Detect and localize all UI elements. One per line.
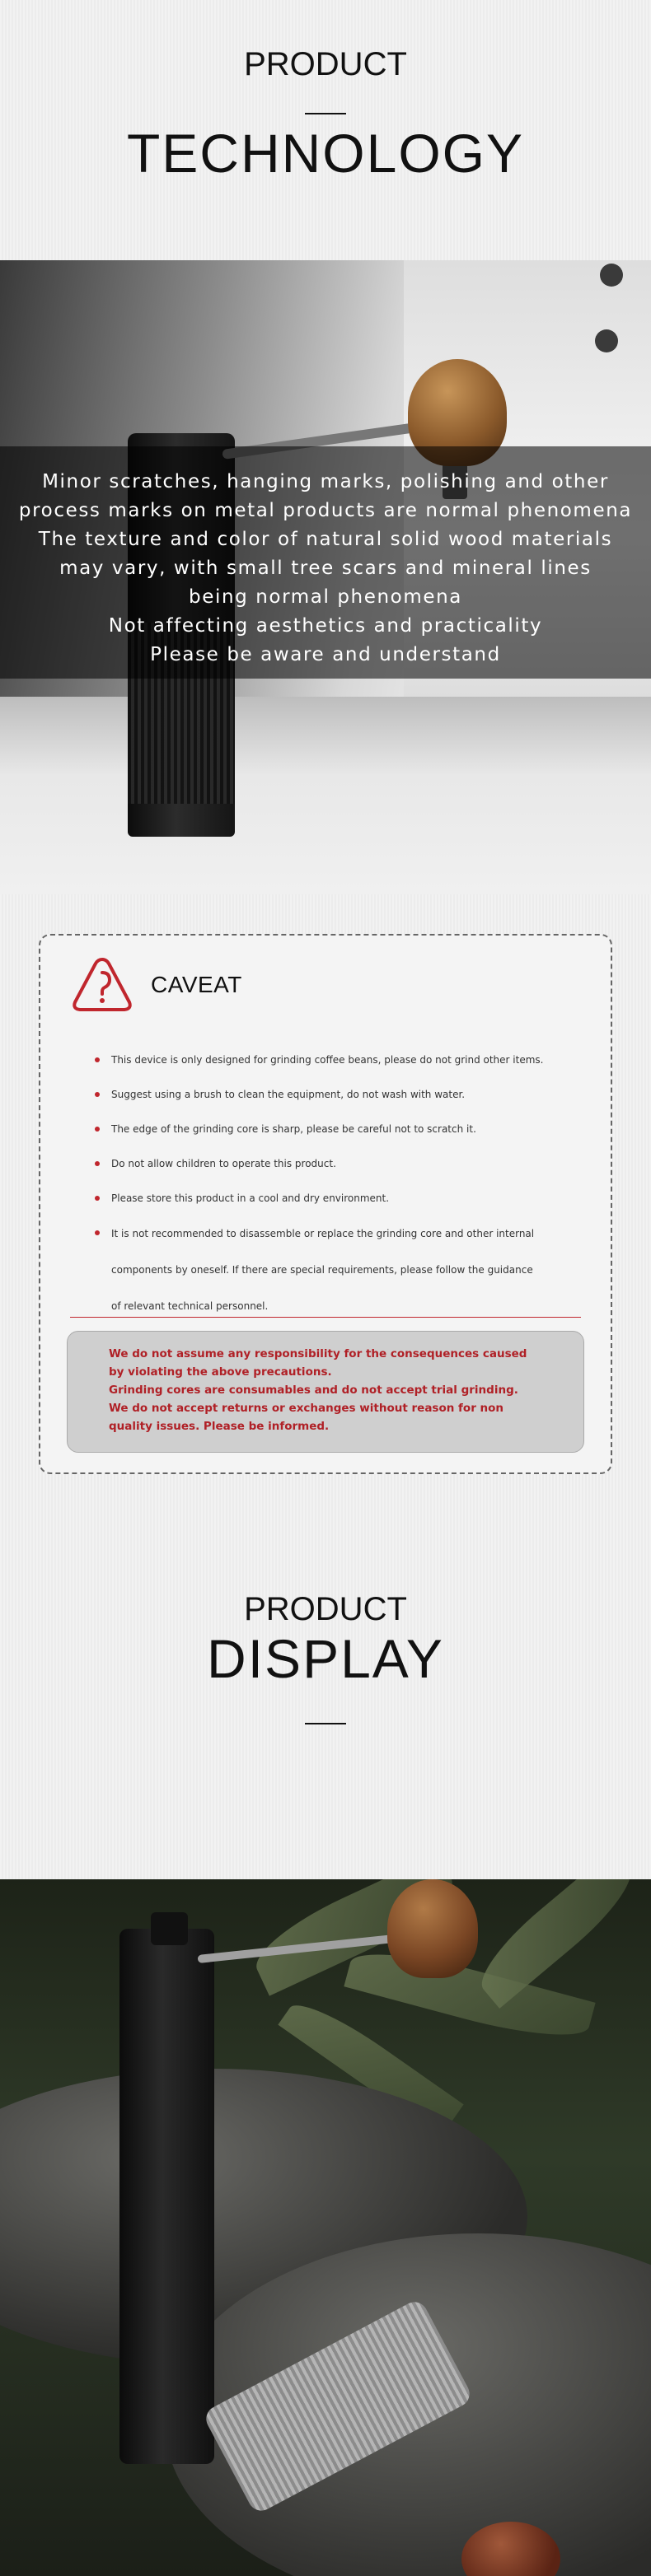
disclaimer-line: by violating the above precautions. <box>109 1365 332 1379</box>
notice-line: Please be aware and understand <box>150 644 501 665</box>
caveat-item-text: of relevant technical personnel. <box>111 1300 269 1312</box>
caveat-item <box>95 1112 606 1146</box>
notice-line: process marks on metal products are normal phenomena <box>18 500 633 521</box>
caveat-card <box>39 934 612 1474</box>
technology-header <box>0 0 651 260</box>
caveat-item <box>95 1181 606 1216</box>
notice-line: may vary, with small tree scars and mineral lines <box>59 558 592 579</box>
caveat-item-text: Please store this product in a cool and dry environment. <box>111 1192 390 1204</box>
notice-line: being normal phenomena <box>189 586 462 608</box>
bullet-dot-icon <box>95 1196 100 1201</box>
caveat-item-text: This device is only designed for grinding coffee beans, please do not grind other items. <box>111 1054 544 1066</box>
product-photo-display <box>0 1879 651 2576</box>
warning-triangle-icon <box>70 954 134 1015</box>
disclaimer-line: quality issues. Please be informed. <box>109 1420 330 1433</box>
disclaimer-line: We do not assume any responsibility for the consequences caused <box>109 1347 527 1360</box>
caveat-divider <box>70 1317 581 1318</box>
technology-divider <box>305 113 346 114</box>
caveat-list <box>95 1043 606 1324</box>
wooden-knob <box>387 1879 478 1978</box>
bullet-dot-icon <box>95 1057 100 1062</box>
technology-title: TECHNOLOGY <box>126 123 525 184</box>
display-divider <box>305 1723 346 1724</box>
notice-banner <box>0 446 651 679</box>
technology-subtitle: PRODUCT <box>244 46 407 82</box>
disclaimer-line: Grinding cores are consumables and do not accept trial grinding. <box>109 1384 518 1397</box>
grinder-black <box>119 1929 214 2464</box>
caveat-item-text: It is not recommended to disassemble or replace the grinding core and other internal <box>111 1228 535 1239</box>
caveat-item-text: The edge of the grinding core is sharp, please be careful not to scratch it. <box>111 1123 476 1135</box>
product-photo-grinder-desk <box>0 260 651 894</box>
leaf-decor <box>468 1879 645 2009</box>
display-subtitle: PRODUCT <box>244 1591 407 1627</box>
disclaimer-line: We do not accept returns or exchanges without reason for non <box>109 1402 504 1415</box>
photo-table-surface <box>0 697 651 894</box>
bullet-dot-icon <box>95 1161 100 1166</box>
caveat-item <box>95 1146 606 1181</box>
caveat-item-text: Suggest using a brush to clean the equipment, do not wash with water. <box>111 1089 466 1100</box>
bullet-dot-icon <box>95 1092 100 1097</box>
wall-knob-decor <box>595 329 618 352</box>
caveat-item-text: components by oneself. If there are special requirements, please follow the guidance <box>111 1264 533 1276</box>
grinder-cap <box>151 1912 188 1945</box>
notice-line: Minor scratches, hanging marks, polishing and other <box>42 471 609 492</box>
wall-knob-decor <box>600 264 623 287</box>
caveat-disclaimer-box <box>67 1331 584 1453</box>
caveat-title: CAVEAT <box>151 972 242 997</box>
bullet-dot-icon <box>95 1127 100 1132</box>
notice-line: The texture and color of natural solid wood materials <box>38 529 613 550</box>
caveat-item <box>95 1077 606 1112</box>
caveat-header <box>70 952 242 1018</box>
bullet-dot-icon <box>95 1230 100 1235</box>
display-title: DISPLAY <box>207 1628 444 1689</box>
notice-line: Not affecting aesthetics and practicality <box>108 615 543 637</box>
caveat-item <box>95 1043 606 1077</box>
caveat-item <box>95 1216 606 1324</box>
caveat-item-text: Do not allow children to operate this product. <box>111 1158 336 1169</box>
